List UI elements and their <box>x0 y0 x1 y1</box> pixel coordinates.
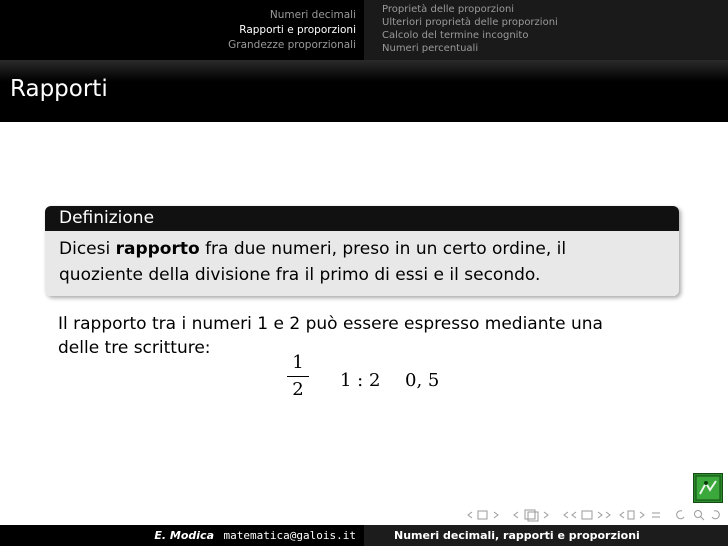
subsection-link-calcolo[interactable]: Calcolo del termine incognito <box>382 30 529 41</box>
section-link-rapporti-proporzioni[interactable]: Rapporti e proporzioni <box>239 24 356 36</box>
frame-nav-icon[interactable] <box>466 508 508 522</box>
fraction-numerator: 1 <box>292 352 304 373</box>
definition-line-2: quoziente della divisione fra il primo di essi e il secondo. <box>59 265 541 285</box>
section-link-numeri-decimali[interactable]: Numeri decimali <box>269 9 356 21</box>
footer-right <box>364 525 728 546</box>
frame-title-bar <box>0 60 728 122</box>
explanation-paragraph <box>58 312 678 360</box>
definition-heading: Definizione <box>45 206 679 231</box>
definition-body <box>45 231 679 296</box>
subsection-link-proprieta[interactable]: Proprietà delle proporzioni <box>382 4 515 15</box>
galois-logo-icon <box>693 473 723 503</box>
subsection-nav-icon[interactable] <box>512 508 558 522</box>
footer-author: E. Modica <box>154 529 214 542</box>
subsection-navigation <box>364 0 728 60</box>
ratio-notation: 1 : 2 <box>340 370 381 391</box>
definition-text-after: fra due numeri, preso in un certo ordine, il <box>199 239 567 259</box>
subsection-link-numeri-percentuali[interactable]: Numeri percentuali <box>382 43 479 54</box>
footer-left <box>0 525 364 546</box>
header-bar <box>0 0 728 60</box>
frame-title: Rapporti <box>10 76 108 102</box>
fraction-denominator: 2 <box>292 379 304 400</box>
fraction-notation <box>287 352 309 401</box>
paragraph-line-2: delle tre scritture: <box>58 338 211 358</box>
definition-block <box>45 206 679 296</box>
presentation-nav-icon[interactable] <box>618 508 666 522</box>
definition-text-before: Dicesi <box>59 239 116 259</box>
fraction-bar <box>287 376 309 377</box>
section-link-grandezze-proporzionali[interactable]: Grandezze proporzionali <box>228 39 356 51</box>
footer-email: matematica@galois.it <box>223 529 356 542</box>
section-navigation <box>0 0 364 60</box>
definition-line-1 <box>59 236 665 262</box>
paragraph-line-1: Il rapporto tra i numeri 1 e 2 può essere espresso mediante una <box>58 314 603 334</box>
footer-presentation-title: Numeri decimali, rapporti e proporzioni <box>394 529 640 542</box>
definition-term: rapporto <box>115 239 200 259</box>
section-nav-icon[interactable] <box>562 508 614 522</box>
decimal-notation: 0, 5 <box>405 370 440 391</box>
search-icon[interactable] <box>676 508 724 522</box>
subsection-link-ulteriori-proprieta[interactable]: Ulteriori proprietà delle proporzioni <box>382 17 558 28</box>
footer-bar <box>0 525 728 546</box>
